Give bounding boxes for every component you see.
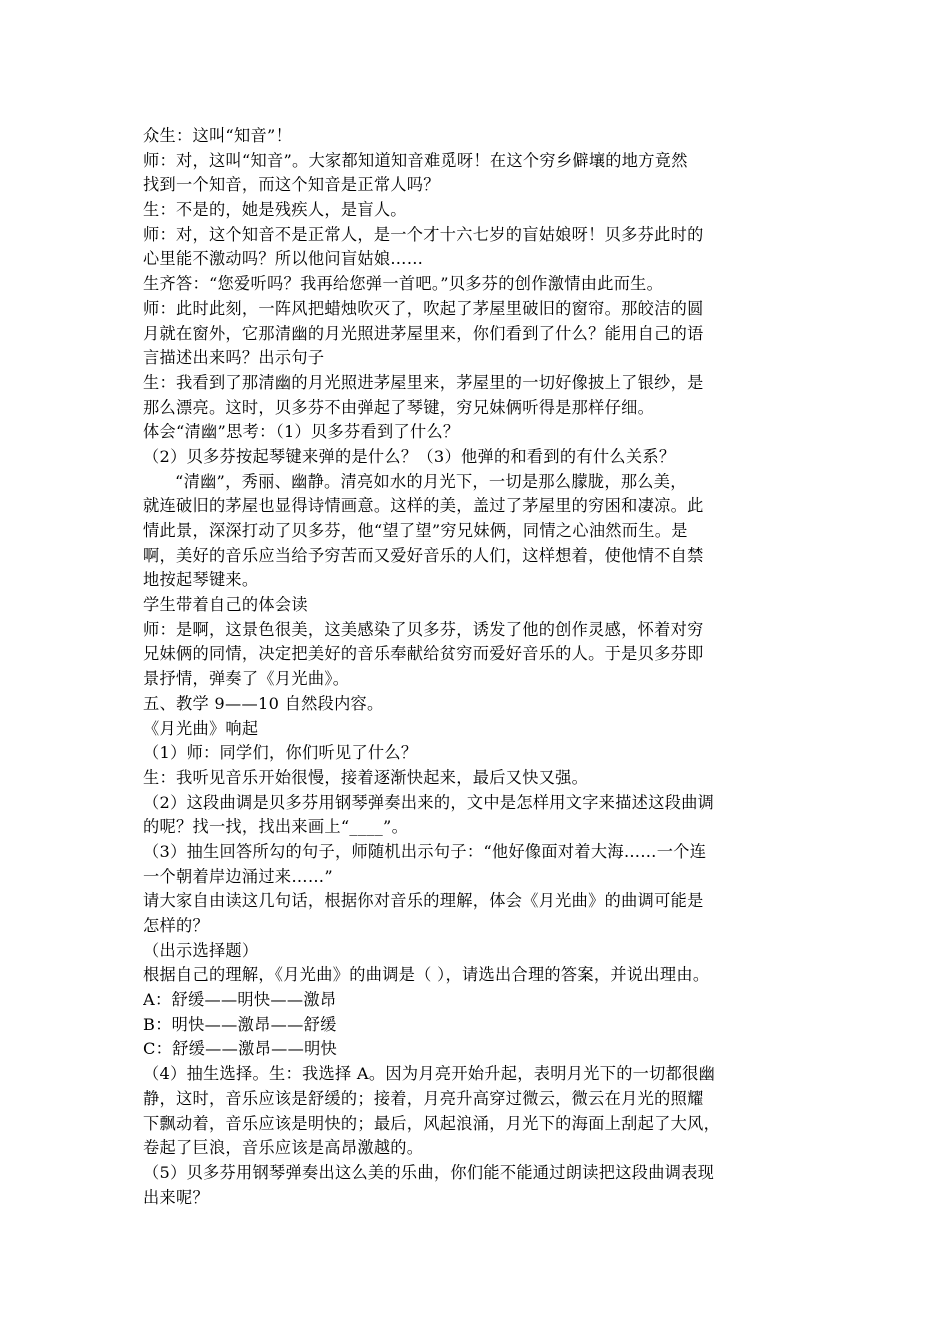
text-line: 师：对，这个知音不是正常人，是一个才十六七岁的盲姑娘呀！贝多芬此时的 bbox=[143, 224, 704, 244]
text-line: 师：是啊，这景色很美，这美感染了贝多芬，诱发了他的创作灵感，怀着对穷 bbox=[143, 619, 704, 639]
text-line: （4）抽生选择。生：我选择 A。因为月亮开始升起，表明月光下的一切都很幽 bbox=[143, 1064, 716, 1084]
text-line: 景抒情，弹奏了《月光曲》。 bbox=[143, 669, 350, 689]
section-heading: 五、教学 9——10 自然段内容。 bbox=[143, 693, 384, 713]
text-line: 生：不是的，她是残疾人，是盲人。 bbox=[143, 200, 407, 220]
document-body bbox=[143, 124, 818, 1210]
text-line: 生：我看到了那清幽的月光照进茅屋里来，茅屋里的一切好像披上了银纱，是 bbox=[143, 372, 704, 392]
text-line: 师：此时此刻，一阵风把蜡烛吹灭了，吹起了茅屋里破旧的窗帘。那皎洁的圆 bbox=[143, 298, 704, 318]
text-line: 的呢？找一找，找出来画上“____”。 bbox=[143, 817, 409, 837]
text-line: 学生带着自己的体会读 bbox=[143, 595, 308, 615]
text-line: 那么漂亮。这时，贝多芬不由弹起了琴键，穷兄妹俩听得是那样仔细。 bbox=[143, 397, 655, 417]
text-line: 月就在窗外，它那清幽的月光照进茅屋里来，你们看到了什么？能用自己的语 bbox=[143, 323, 704, 343]
text-line: （出示选择题） bbox=[143, 940, 259, 960]
option-a: A：舒缓——明快——激昂 bbox=[143, 990, 337, 1010]
text-line: 生齐答：“您爱听吗？我再给您弹一首吧。”贝多芬的创作激情由此而生。 bbox=[143, 274, 664, 294]
text-line: 静，这时，音乐应该是舒缓的；接着，月亮升高穿过微云，微云在月光的照耀 bbox=[143, 1088, 704, 1108]
text-line: 情此景，深深打动了贝多芬，他“望了望”穷兄妹俩，同情之心油然而生。是 bbox=[143, 521, 688, 540]
text-line: 《月光曲》响起 bbox=[143, 718, 259, 738]
text-line: 心里能不激动吗？所以他问盲姑娘…… bbox=[143, 249, 424, 269]
option-c: C：舒缓——激昂——明快 bbox=[143, 1039, 338, 1059]
text-line: 生：我听见音乐开始很慢，接着逐渐快起来，最后又快又强。 bbox=[143, 767, 589, 787]
text-line: 兄妹俩的同情，决定把美好的音乐奉献给贫穷而爱好音乐的人。于是贝多芬即 bbox=[143, 644, 704, 664]
text-line: 卷起了巨浪，音乐应该是高昂激越的。 bbox=[143, 1138, 424, 1158]
text-line: 体会“清幽”思考：（1）贝多芬看到了什么？ bbox=[143, 422, 460, 442]
text-line: 找到一个知音，而这个知音是正常人吗？ bbox=[143, 175, 440, 195]
text-line: 怎样的？ bbox=[143, 916, 209, 935]
text-line: 地按起琴键来。 bbox=[143, 570, 259, 590]
text-line: 啊，美好的音乐应当给予穷苦而又爱好音乐的人们，这样想着，使他情不自禁 bbox=[143, 545, 704, 565]
text-line: 下飘动着，音乐应该是明快的；最后，风起浪涌，月光下的海面上刮起了大风， bbox=[143, 1113, 721, 1133]
text-line: 众生：这叫“知音”！ bbox=[143, 126, 293, 145]
text-line: （2）这段曲调是贝多芬用钢琴弹奏出来的，文中是怎样用文字来描述这段曲调 bbox=[143, 792, 715, 812]
question-line: 根据自己的理解，《月光曲》的曲调是（ ），请选出合理的答案，并说出理由。 bbox=[143, 965, 710, 985]
option-b: B：明快——激昂——舒缓 bbox=[143, 1014, 337, 1034]
text-line-indented: “清幽”，秀丽、幽静。清亮如水的月光下，一切是那么朦胧，那么美， bbox=[175, 471, 687, 491]
text-line: 师：对，这叫“知音”。大家都知道知音难觅呀！在这个穷乡僻壤的地方竟然 bbox=[143, 150, 688, 170]
text-line: 言描述出来吗？出示句子 bbox=[143, 348, 325, 368]
text-line: 就连破旧的茅屋也显得诗情画意。这样的美，盖过了茅屋里的穷困和凄凉。此 bbox=[143, 496, 704, 516]
text-line: （2）贝多芬按起琴键来弹的是什么？（3）他弹的和看到的有什么关系？ bbox=[143, 446, 676, 466]
text-line: 一个朝着岸边涌过来……” bbox=[143, 866, 333, 886]
text-line: 出来呢？ bbox=[143, 1187, 209, 1207]
text-line: （1）师：同学们，你们听见了什么？ bbox=[143, 743, 418, 763]
text-line: （3）抽生回答所勾的句子，师随机出示句子：“他好像面对着大海……一个连 bbox=[143, 841, 707, 861]
text-line: 请大家自由读这几句话，根据你对音乐的理解，体会《月光曲》的曲调可能是 bbox=[143, 891, 704, 911]
text-line: （5）贝多芬用钢琴弹奏出这么美的乐曲，你们能不能通过朗读把这段曲调表现 bbox=[143, 1162, 715, 1182]
